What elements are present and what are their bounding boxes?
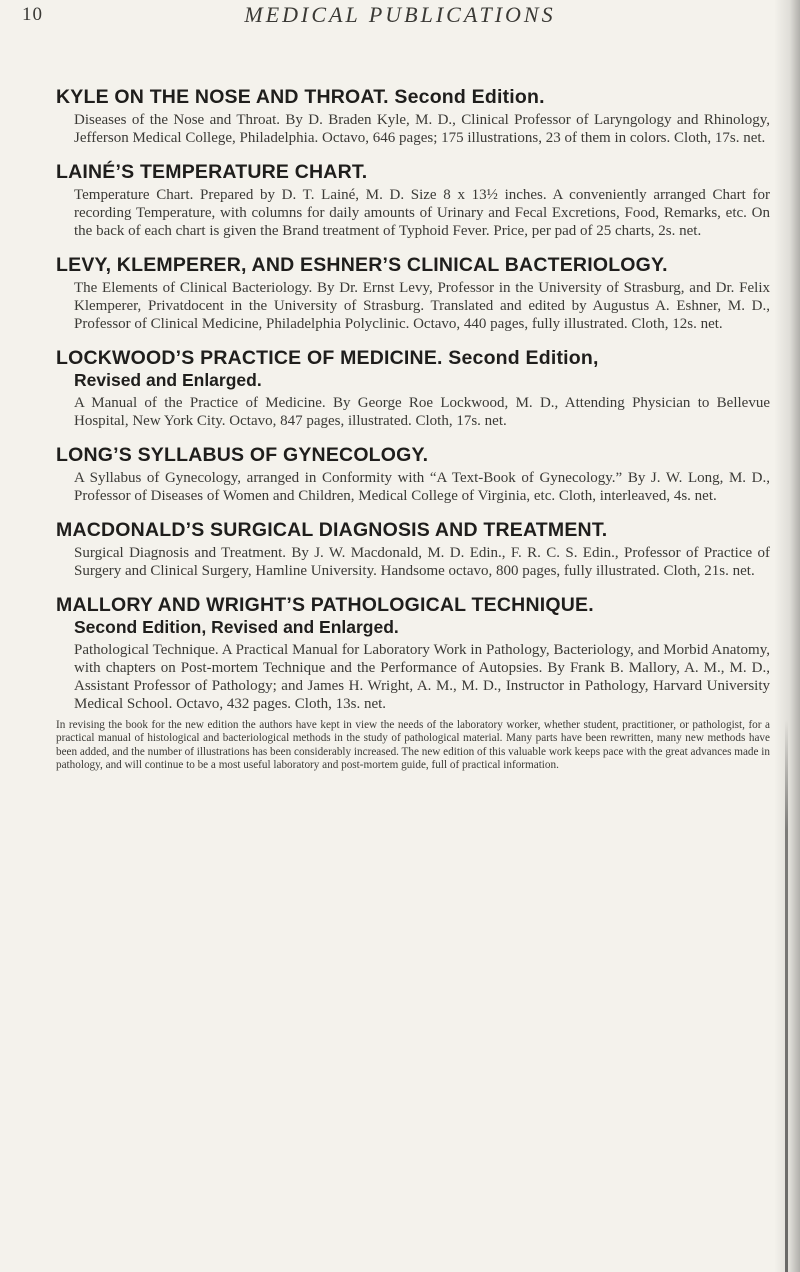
entry-long — [56, 444, 770, 505]
entry-title: LONG’S SYLLABUS OF GYNECOLOGY. — [56, 444, 429, 466]
entry-title: LAINÉ’S TEMPERATURE CHART. — [56, 161, 368, 183]
entry-title: MACDONALD’S SURGICAL DIAGNOSIS AND TREATMENT. — [56, 519, 608, 541]
entry-body: Pathological Technique. A Practical Manual for Laboratory Work in Pathology, Bacteriology, and Morbid Anatomy, with chapters on Post-mortem Technique and the Performance of Autopsies. By Frank B. Mallory, A. M., M. D., Assistant Professor of Pathology; and James H. Wright, A. M., M. D., Instructor in Pathology, Harvard University Medical School. Octavo, 432 pages. Cloth, 13s. net. — [74, 642, 770, 712]
entry-list — [56, 86, 770, 786]
entry-body: Diseases of the Nose and Throat. By D. Braden Kyle, M. D., Clinical Professor of Laryngology and Rhinology, Jefferson Medical College, Philadelphia. Octavo, 646 pages; 175 illustrations, 23 of them in colors. Cloth, 17s. net. — [74, 112, 770, 146]
entry-kyle — [56, 86, 770, 147]
entry-subtitle: Revised and Enlarged. — [74, 370, 262, 390]
entry-body: A Syllabus of Gynecology, arranged in Conformity with “A Text-Book of Gynecology.” By J. W. Long, M. D., Professor of Diseases of Women and Children, Medical College of Virginia, etc. Cloth, interleaved, 4s. net. — [74, 470, 770, 504]
entry-macdonald — [56, 519, 770, 580]
entry-title: LEVY, KLEMPERER, AND ESHNER’S CLINICAL BACTERIOLOGY. — [56, 254, 668, 276]
entry-body: Temperature Chart. Prepared by D. T. Lainé, M. D. Size 8 x 13½ inches. A conveniently arranged Chart for recording Temperature, with columns for daily amounts of Urinary and Fecal Excretions, Food, Remarks, etc. On the back of each chart is given the Brand treatment of Typhoid Fever. Price, per pad of 25 charts, 2s. net. — [74, 187, 770, 239]
page-number: 10 — [22, 4, 43, 25]
binding-edge-line — [785, 720, 788, 1272]
entry-title: KYLE ON THE NOSE AND THROAT. Second Edition. — [56, 86, 545, 108]
entry-laine — [56, 161, 770, 240]
entry-lockwood — [56, 347, 770, 430]
entry-title: LOCKWOOD’S PRACTICE OF MEDICINE. Second Edition, — [56, 347, 599, 369]
entry-note: In revising the book for the new edition the authors have kept in view the needs of the laboratory worker, whether student, practitioner, or pathologist, for a practical manual of histological and bacteriological methods in the study of pathological material. Many parts have been rewritten, many new methods have been added, and the number of illustrations has been considerably increased. The new edition of this valuable work keeps pace with the great advances made in pathology, and will continue to be a most useful laboratory and post-mortem guide, full of practical information. — [56, 719, 770, 771]
running-head: MEDICAL PUBLICATIONS — [244, 2, 556, 27]
entry-subtitle: Second Edition, Revised and Enlarged. — [74, 617, 399, 637]
entry-levy — [56, 254, 770, 333]
entry-body: A Manual of the Practice of Medicine. By George Roe Lockwood, M. D., Attending Physician to Bellevue Hospital, New York City. Octavo, 847 pages, illustrated. Cloth, 17s. net. — [74, 395, 770, 429]
entry-mallory — [56, 594, 770, 772]
entry-body: Surgical Diagnosis and Treatment. By J. W. Macdonald, M. D. Edin., F. R. C. S. Edin., Professor of Practice of Surgery and Clinical Surgery, Hamline University. Handsome octavo, 800 pages, fully illustrated. Cloth, 21s. net. — [74, 545, 770, 579]
entry-body: The Elements of Clinical Bacteriology. By Dr. Ernst Levy, Professor in the University of Strasburg, and Dr. Felix Klemperer, Privatdocent in the University of Strasburg. Translated and edited by Augustus A. Eshner, M. D., Professor of Clinical Medicine, Philadelphia Polyclinic. Octavo, 440 pages, fully illustrated. Cloth, 12s. net. — [74, 280, 770, 332]
entry-title: MALLORY AND WRIGHT’S PATHOLOGICAL TECHNIQUE. — [56, 594, 594, 616]
